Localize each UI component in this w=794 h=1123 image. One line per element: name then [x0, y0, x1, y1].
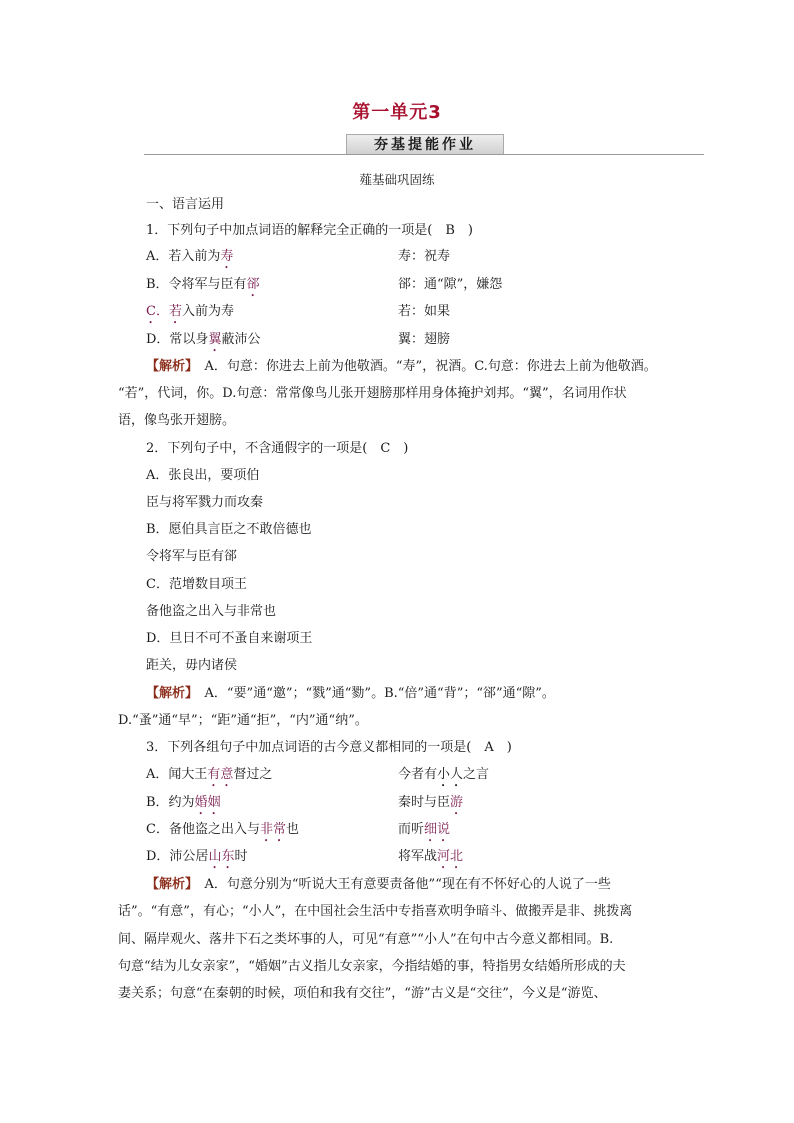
highlight: 寿 — [220, 249, 234, 264]
text: 将军战 — [398, 849, 438, 864]
q3-analysis-line: 妻关系；句意“在秦朝的时候，项伯和我有交往”，“游”古义是“交往”，今义是“游览、 — [118, 986, 607, 1001]
highlight: 婚姻 — [194, 795, 221, 810]
highlight: C．若 — [146, 304, 182, 319]
text: 之言 — [463, 767, 490, 782]
text: C．备他盗之出入与 — [146, 822, 260, 837]
text: A．句意：你进去上前为他敬酒。“寿”，祝酒。C.句意：你进去上前为他敬酒。 — [191, 359, 657, 374]
analysis-tag: 【解析】 — [146, 686, 192, 701]
text: A．句意分别为“听说大王有意要责备他”“现在有不怀好心的人说了一些 — [191, 877, 611, 892]
text: A．若入前为 — [146, 249, 221, 264]
q3-option-b — [146, 794, 221, 818]
text: 督过之 — [233, 767, 273, 782]
q2-option-a: A．张良出，要项伯 — [146, 468, 260, 483]
text: 而听 — [398, 822, 425, 837]
q2-option-a-line2: 臣与将军戮力而攻秦 — [146, 495, 264, 510]
highlight: 有意 — [207, 767, 234, 782]
highlight: 小人 — [437, 767, 464, 782]
q3-analysis-line: 句意“结为儿女亲家”，“婚姻”古义指儿女亲家，今指结婚的事，特指男女结婚所形成的夫 — [118, 959, 626, 974]
q1-option-b-gloss: 郤：通“隙”，嫌怨 — [398, 277, 503, 292]
section-subtitle: 薤基础巩固练 — [359, 172, 435, 187]
q3-analysis-line — [146, 876, 611, 894]
q1-option-c-gloss: 若：如果 — [398, 304, 451, 319]
highlight: 游 — [450, 795, 464, 810]
q1-option-d-gloss: 翼：翅膀 — [398, 332, 451, 347]
text: B．约为 — [146, 795, 195, 810]
q1-analysis-line — [146, 358, 657, 376]
text: B．令将军与臣有 — [146, 277, 247, 292]
q3-analysis-line: 话”。“有意”，有心；“小人”，在中国社会生活中专指喜欢明争暗斗、做搬弄是非、挑拨离 — [118, 904, 633, 919]
analysis-tag: 【解析】 — [146, 877, 192, 892]
banner-divider — [144, 154, 704, 155]
text: 蔽沛公 — [221, 332, 261, 347]
text: 入前为寿 — [181, 304, 234, 319]
q1-option-b — [146, 276, 260, 300]
q2-option-d: D．旦日不可不蚤自来谢项王 — [146, 631, 313, 646]
highlight: 细说 — [424, 822, 451, 837]
highlight: 翼 — [208, 332, 222, 347]
q1-option-a-gloss: 寿：祝寿 — [398, 249, 451, 264]
q2-option-b: B．愿伯具言臣之不敢倍德也 — [146, 522, 312, 537]
q3-analysis-line: 间、隔岸观火、落井下石之类坏事的人，可见“有意”“小人”在句中古今意义都相同。B. — [118, 932, 614, 947]
q1-stem: 1．下列句子中加点词语的解释完全正确的一项是( B ) — [146, 223, 473, 238]
highlight: 山东 — [208, 849, 235, 864]
text: D．沛公居 — [146, 849, 209, 864]
q3-option-d — [146, 848, 247, 872]
q3-option-d-right — [398, 848, 463, 872]
text: 时 — [234, 849, 248, 864]
text: A．“要”通“邀”；“戮”通“勠”。B.“倍”通“背”；“郤”通“隙”。 — [191, 686, 555, 701]
section-label: 一、语言运用 — [146, 197, 225, 212]
q2-option-b-line2: 令将军与臣有郤 — [146, 549, 238, 564]
q2-analysis-line — [146, 685, 555, 703]
q2-stem: 2．下列句子中，不含通假字的一项是( C ) — [146, 441, 409, 456]
section-banner: 夯基提能作业 — [346, 134, 504, 155]
q3-stem: 3．下列各组句子中加点词语的古今意义都相同的一项是( A ) — [146, 740, 512, 755]
q1-option-d — [146, 331, 260, 355]
q3-option-a — [146, 766, 272, 790]
q2-analysis-line: D.“蚤”通“早”；“距”通“拒”，“内”通“纳”。 — [118, 713, 368, 728]
q2-option-d-line2: 距关，毋内诸侯 — [146, 658, 238, 673]
q3-option-b-right — [398, 794, 463, 818]
page-title: 第一单元3 — [352, 102, 442, 123]
highlight: 非常 — [259, 822, 286, 837]
q2-option-c-line2: 备他盗之出入与非常也 — [146, 604, 277, 619]
q1-option-c — [146, 303, 234, 327]
q1-option-a — [146, 248, 233, 272]
text: A．闻大王 — [146, 767, 208, 782]
text: 秦时与臣 — [398, 795, 451, 810]
q3-option-c — [146, 821, 299, 845]
q2-option-c: C．范增数目项王 — [146, 577, 247, 592]
q1-analysis-line: 语，像鸟张开翅膀。 — [118, 413, 236, 428]
analysis-tag: 【解析】 — [146, 359, 192, 374]
text: 今者有 — [398, 767, 438, 782]
q3-option-c-right — [398, 821, 450, 845]
q3-option-a-right — [398, 766, 489, 790]
text: D．常以身 — [146, 332, 209, 347]
highlight: 河北 — [437, 849, 464, 864]
text: 也 — [285, 822, 299, 837]
q1-analysis-line: “若”，代词，你。D.句意：常常像鸟儿张开翅膀那样用身体掩护刘邦。“翼”，名词用作状 — [118, 386, 627, 401]
highlight: 郤 — [246, 277, 260, 292]
